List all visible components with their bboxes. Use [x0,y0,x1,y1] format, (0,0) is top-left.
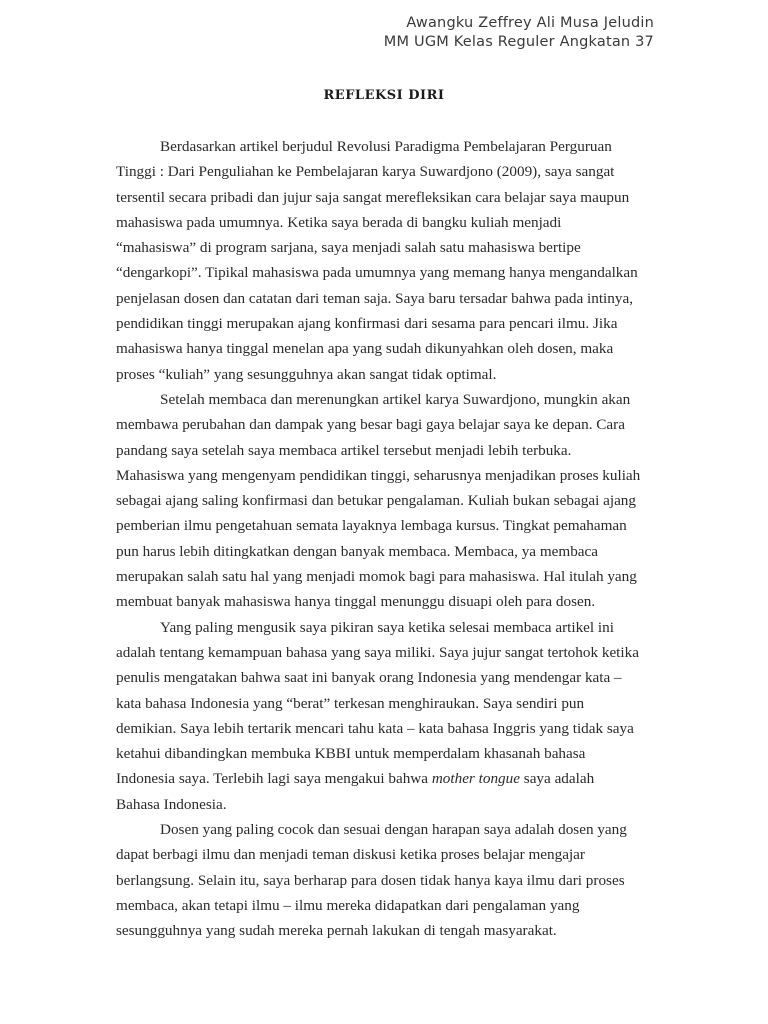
paragraph-line: sebagai ajang saling konfirmasi dan betukar pengalaman. Kuliah bukan sebagai ajang [116,492,636,510]
paragraph-line: ketahui dibandingkan membuka KBBI untuk memperdalam khasanah bahasa [116,745,586,763]
paragraph-line: mahasiswa pada umumnya. Ketika saya berada di bangku kuliah menjadi [116,213,562,231]
paragraph-line: pandang saya setelah saya membaca artikel tersebut menjadi lebih terbuka. [116,441,572,459]
paragraph-line: berlangsung. Selain itu, saya berharap para dosen tidak hanya kaya ilmu dari proses [116,871,625,889]
paragraph-line: Berdasarkan artikel berjudul Revolusi Paradigma Pembelajaran Perguruan [160,138,612,155]
paragraph-line: Setelah membaca dan merenungkan artikel karya Suwardjono, mungkin akan [160,390,631,408]
paragraph-line: kata bahasa Indonesia yang “berat” terkesan menghiraukan. Saya sendiri pun [116,694,585,712]
paragraph-line: Tinggi : Dari Penguliahan ke Pembelajaran karya Suwardjono (2009), saya sangat [116,163,615,181]
document-body [116,134,656,944]
paragraph-line: demikian. Saya lebih tertarik mencari tahu kata – kata bahasa Inggris yang tidak saya [116,719,634,737]
paragraph-line: Dosen yang paling cocok dan sesuai dengan harapan saya adalah dosen yang [160,821,627,839]
paragraph-line: tersentil secara pribadi dan jujur saja sangat merefleksikan cara belajar saya maupun [116,188,630,206]
paragraph-line: pendidikan tinggi merupakan ajang konfirmasi dari sesama para pencari ilmu. Jika [116,315,618,333]
paragraph-line: Mahasiswa yang mengenyam pendidikan tinggi, seharusnya menjadikan proses kuliah [116,466,641,484]
paragraph-line-with-italic [116,766,656,791]
paragraph-line: membawa perubahan dan dampak yang besar bagi gaya belajar saya ke depan. Cara [116,416,625,434]
paragraph-line: membuat banyak mahasiswa hanya tinggal menunggu disuapi oleh para dosen. [116,593,596,611]
paragraph-line: membaca, akan tetapi ilmu – ilmu mereka didapatkan dari pengalaman yang [116,896,580,914]
paragraph-line: proses “kuliah” yang sesungguhnya akan sangat tidak optimal. [116,365,497,383]
italic-phrase: mother tongue [431,770,520,788]
paragraph-line: “mahasiswa” di program sarjana, saya menjadi salah satu mahasiswa bertipe [116,239,581,257]
italic-line-after: saya adalah [519,770,595,788]
paragraph-2 [116,387,656,615]
paragraph-line: pun harus lebih ditingkatkan dengan banyak membaca. Membaca, ya membaca [116,542,599,560]
document-title: REFLEKSI DIRI [323,88,445,103]
paragraph-line: penulis mengatakan bahwa saat ini banyak orang Indonesia yang mendengar kata – [116,669,622,687]
paragraph-line: mahasiswa hanya tinggal menelan apa yang sudah dikunyahkan oleh dosen, maka [116,340,614,358]
paragraph-line: penjelasan dosen dan catatan dari teman saja. Saya baru tersadar bahwa pada intinya, [116,289,633,307]
paragraph-line: pemberian ilmu pengetahuan semata layaknya lembaga kursus. Tingkat pemahaman [116,517,627,535]
paragraph-line: “dengarkopi”. Tipikal mahasiswa pada umumnya yang memang hanya mengandalkan [116,264,638,282]
italic-line-before: Indonesia saya. Terlebih lagi saya mengakui bahwa [116,770,432,788]
paragraph-4 [116,817,656,943]
paragraph-line: merupakan salah satu hal yang menjadi momok bagi para mahasiswa. Hal itulah yang [116,568,637,586]
paragraph-line: adalah tentang kemampuan bahasa yang saya miliki. Saya jujur sangat tertohok ketika [116,643,639,661]
page-header [384,14,654,52]
paragraph-line: dapat berbagi ilmu dan menjadi teman diskusi ketika proses belajar mengajar [116,846,585,864]
paragraph-1 [116,134,656,387]
paragraph-line: Bahasa Indonesia. [116,795,227,813]
paragraph-line: sesungguhnya yang sudah mereka pernah lakukan di tengah masyarakat. [116,922,557,940]
paragraph-3 [116,615,656,817]
header-author: Awangku Zeffrey Ali Musa Jeludin [406,15,654,31]
paragraph-line: Yang paling mengusik saya pikiran saya ketika selesai membaca artikel ini [160,618,614,636]
header-program: MM UGM Kelas Reguler Angkatan 37 [383,34,654,50]
